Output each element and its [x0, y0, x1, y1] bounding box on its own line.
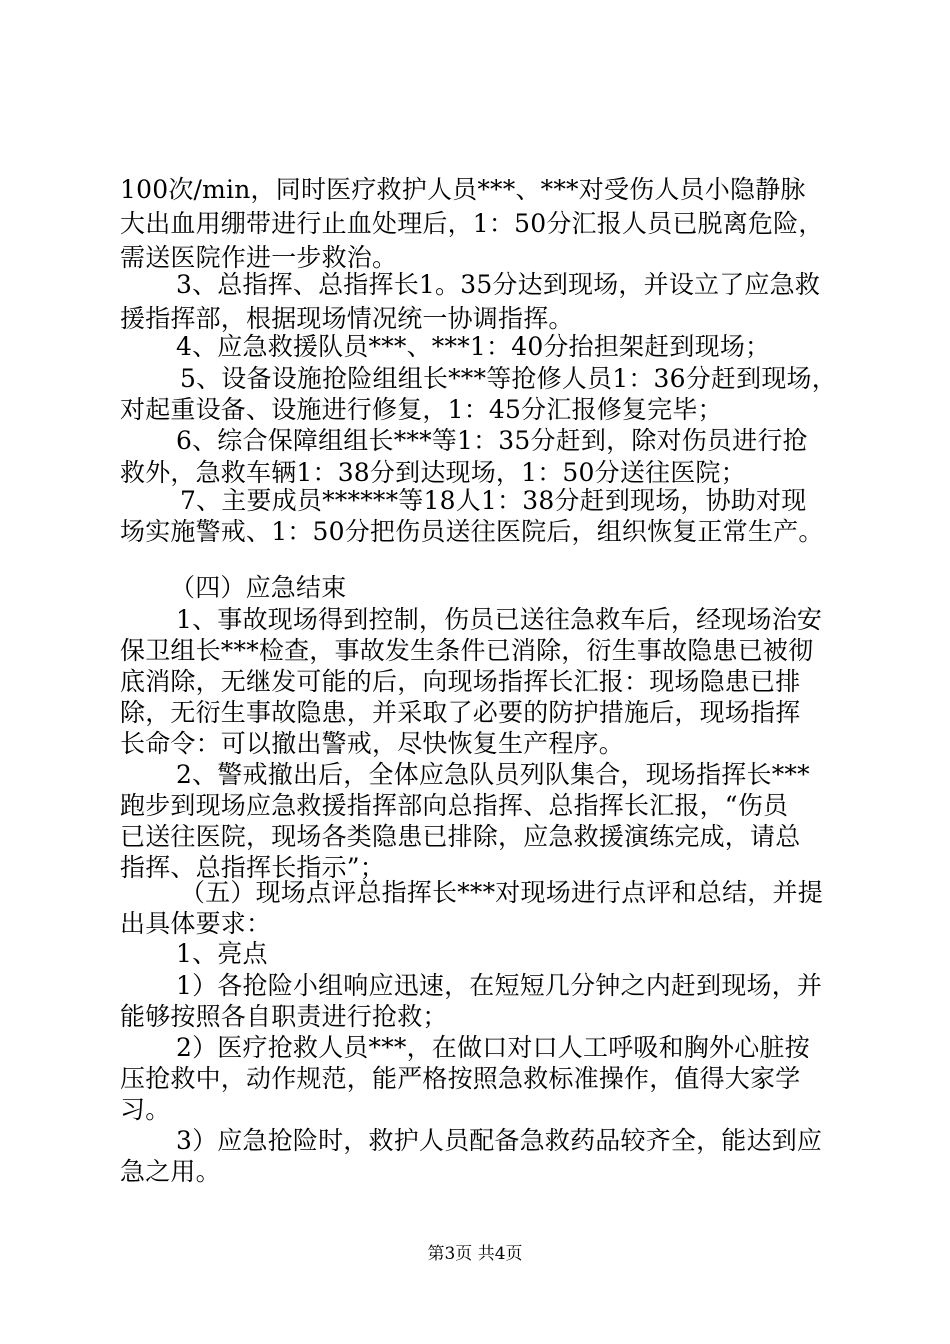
paragraph-line: 习。 — [120, 1095, 171, 1124]
paragraph-line: 场实施警戒、1：50分把伤员送往医院后，组织恢复正常生产。 — [120, 517, 824, 546]
paragraph-line: 需送医院作进一步救治。 — [120, 243, 398, 272]
paragraph-line: 对起重设备、设施进行修复，1：45分汇报修复完毕； — [120, 395, 723, 424]
paragraph-line: 4、应急救援队员***、***1：40分抬担架赶到现场； — [176, 332, 771, 361]
paragraph-line: 能够按照各自职责进行抢救； — [120, 1002, 448, 1031]
paragraph-line: 大出血用绷带进行止血处理后，1：50分汇报人员已脱离危险， — [120, 209, 824, 238]
paragraph-line: 3、总指挥、总指挥长1。35分达到现场，并设立了应急救 — [176, 270, 821, 299]
paragraph-line: 1）各抢险小组响应迅速，在短短几分钟之内赶到现场，并 — [176, 971, 823, 1000]
paragraph-line: 保卫组长***检查，事故发生条件已消除，衍生事故隐患已被彻 — [120, 636, 814, 665]
paragraph-line: 6、综合保障组组长***等1：35分赶到，除对伤员进行抢 — [176, 426, 808, 455]
section-heading: （五）现场点评总指挥长***对现场进行点评和总结，并提 — [180, 878, 823, 907]
paragraph-line: 救外，急救车辆1：38分到达现场，1：50分送往医院； — [120, 458, 746, 487]
paragraph-line: 7、主要成员******等18人1：38分赶到现场，协助对现 — [180, 486, 807, 515]
section-heading: （四）应急结束 — [170, 573, 347, 602]
paragraph-line: 压抢救中，动作规范，能严格按照急救标准操作，值得大家学 — [120, 1064, 801, 1093]
paragraph-line: 出具体要求： — [120, 909, 272, 938]
paragraph-line: 指挥、总指挥长指示”； — [120, 853, 385, 882]
sub-heading: 1、亮点 — [176, 939, 268, 968]
paragraph-line: 2、警戒撤出后，全体应急队员列队集合，现场指挥长*** — [176, 760, 810, 789]
paragraph-line: 5、设备设施抢险组组长***等抢修人员1：36分赶到现场， — [180, 364, 837, 393]
paragraph-line: 底消除，无继发可能的后，向现场指挥长汇报：现场隐患已排 — [120, 667, 801, 696]
paragraph-line: 100次/min，同时医疗救护人员***、***对受伤人员小隐静脉 — [120, 175, 806, 204]
paragraph-line: 除，无衍生事故隐患，并采取了必要的防护措施后，现场指挥 — [120, 698, 801, 727]
paragraph-line: 2）医疗抢救人员***，在做口对口人工呼吸和胸外心脏按 — [176, 1033, 810, 1062]
paragraph-line: 3）应急抢险时，救护人员配备急救药品较齐全，能达到应 — [176, 1126, 823, 1155]
paragraph-line: 援指挥部，根据现场情况统一协调指挥。 — [120, 304, 574, 333]
paragraph-line: 跑步到现场应急救援指挥部向总指挥、总指挥长汇报，“伤员 — [120, 791, 789, 820]
paragraph-line: 急之用。 — [120, 1157, 221, 1186]
page-footer: 第3页 共4页 — [427, 1244, 523, 1264]
paragraph-line: 已送往医院，现场各类隐患已排除，应急救援演练完成，请总 — [120, 822, 801, 851]
paragraph-line: 1、事故现场得到控制，伤员已送往急救车后，经现场治安 — [176, 605, 823, 634]
paragraph-line: 长命令：可以撤出警戒，尽快恢复生产程序。 — [120, 729, 625, 758]
